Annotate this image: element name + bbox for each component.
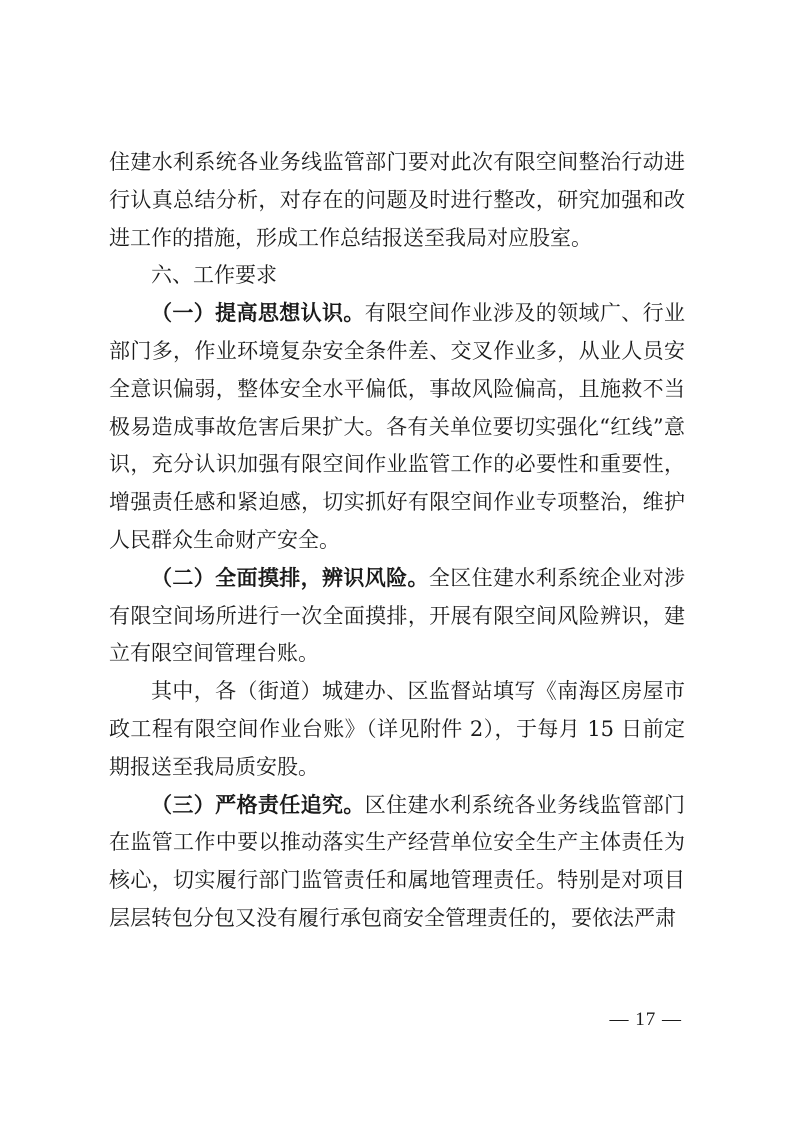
paragraph-text: 住建水利系统各业务线监管部门要对此次有限空间整治行动进行认真总结分析，对存在的问题及时进行整改，研究加强和改进工作的措施，形成工作总结报送至我局对应股室。	[109, 150, 685, 250]
paragraph-text: 区住建水利系统各业务线监管部门在监管工作中要以推动落实生产经营单位安全生产主体责任为核心，切实履行部门监管责任和属地管理责任。特别是对项目层层转包分包又没有履行承包商安全管理责任的，要依法严肃	[109, 792, 685, 930]
document-body	[109, 144, 685, 938]
paragraph-lead: （三）严格责任追究。	[151, 792, 365, 817]
paragraph-lead: （二）全面摸排，辨识风险。	[151, 565, 429, 590]
section-heading-text: 六、工作要求	[151, 263, 277, 288]
paragraph-raise-awareness	[109, 295, 685, 560]
paragraph-continuation	[109, 144, 685, 257]
paragraph-text: 其中，各（街道）城建办、区监督站填写《南海区房屋市政工程有限空间作业台账》（详见附件 2），于每月 15 日前定期报送至我局质安股。	[109, 679, 685, 779]
paragraph-accountability	[109, 787, 685, 938]
paragraph-lead: （一）提高思想认识。	[151, 301, 365, 326]
paragraph-text: 全区住建水利系统企业对涉有限空间场所进行一次全面摸排，开展有限空间风险辨识，建立有限空间管理台账。	[109, 565, 685, 666]
paragraph-text: 有限空间作业涉及的领域广、行业部门多，作业环境复杂安全条件差、交叉作业多，从业人员安全意识偏弱，整体安全水平偏低，事故风险偏高，且施救不当极易造成事故危害后果扩大。各有关单位要切实强化“红线”意识，充分认识加强有限空间作业监管工作的必要性和重要性，增强责任感和紧迫感，切实抓好有限空间作业专项整治，维护人民群众生命财产安全。	[109, 301, 685, 552]
paragraph-ledger-reporting	[109, 673, 685, 786]
paragraph-identify-risks	[109, 560, 685, 673]
section-heading	[109, 257, 685, 295]
page-number: — 17 —	[609, 1009, 682, 1030]
